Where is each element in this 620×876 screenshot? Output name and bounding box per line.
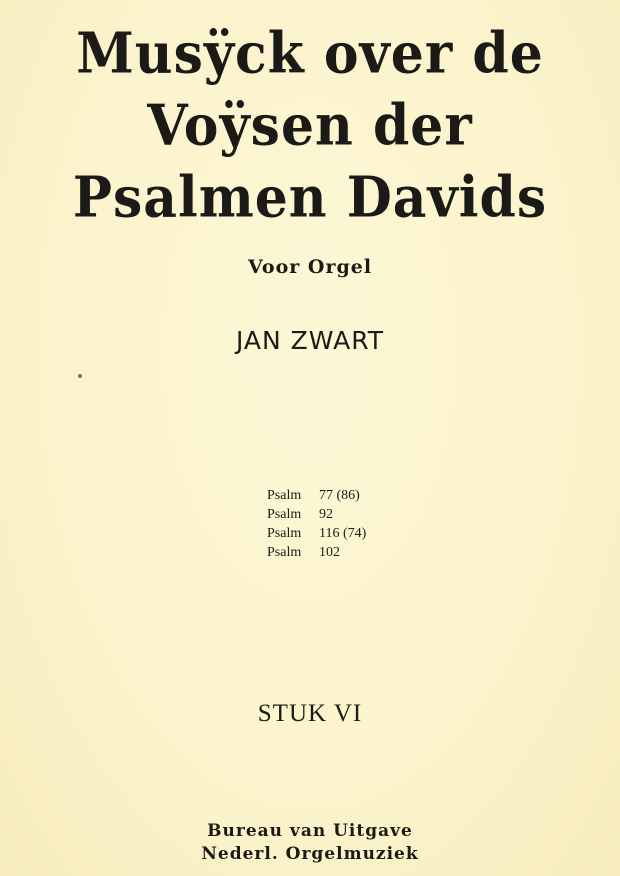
title-line-1: Musÿck over de: [76, 20, 544, 87]
page-title: [0, 18, 620, 234]
list-item: [267, 543, 366, 562]
paper-speck: [78, 374, 82, 378]
psalm-label: Psalm: [267, 545, 302, 560]
psalm-number: 116 (74): [319, 526, 367, 541]
publisher-line-1: Bureau van Uitgave: [207, 821, 413, 841]
title-line-3: Psalmen Davids: [72, 164, 548, 231]
psalm-number: 92: [319, 507, 333, 522]
publisher-line-2: Nederl. Orgelmuziek: [201, 844, 419, 864]
subtitle: Voor Orgel: [247, 256, 373, 278]
title-line-2: Voÿsen der: [147, 92, 473, 159]
psalm-list: [267, 486, 366, 562]
psalm-number: 77 (86): [319, 488, 360, 503]
list-item: [267, 524, 366, 543]
composer-name: JAN ZWART: [235, 326, 385, 355]
list-item: [267, 486, 366, 505]
psalm-label: Psalm: [267, 507, 302, 522]
part-number: STUK VI: [257, 700, 363, 727]
list-item: [267, 505, 366, 524]
psalm-label: Psalm: [267, 526, 302, 541]
publisher: [0, 820, 620, 866]
psalm-number: 102: [319, 545, 340, 560]
psalm-label: Psalm: [267, 488, 302, 503]
